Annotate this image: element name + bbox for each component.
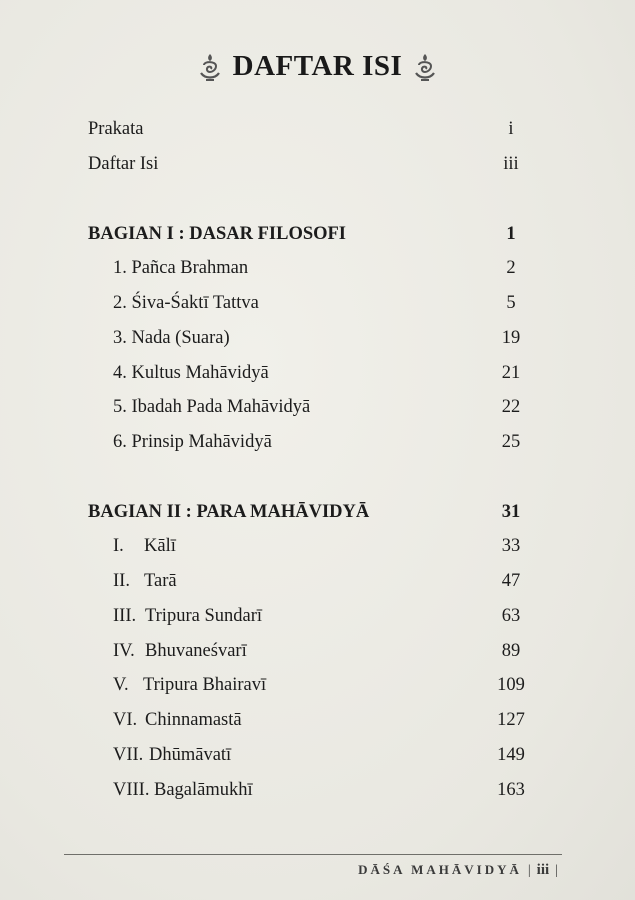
title-row — [0, 50, 635, 83]
toc-entry-page: 163 — [497, 780, 525, 800]
toc-entry-label: Bhuvaneśvarī — [145, 641, 247, 661]
footer-separator: | — [555, 863, 558, 878]
toc-entry[interactable] — [0, 293, 635, 321]
toc-entry[interactable] — [0, 780, 635, 808]
toc-entry[interactable] — [0, 710, 635, 738]
toc-entry-page: 5 — [506, 293, 516, 313]
toc-entry-numeral: III. — [113, 606, 137, 626]
footer-divider — [64, 854, 562, 855]
conch-ornament-icon — [412, 51, 438, 83]
page-footer — [358, 862, 564, 879]
toc-section-part-1[interactable] — [0, 224, 635, 252]
toc-entry-page: 149 — [497, 745, 525, 765]
toc-entry[interactable] — [0, 397, 635, 425]
toc-entry[interactable] — [0, 536, 635, 564]
toc-entry-label: 5. Ibadah Pada Mahāvidyā — [113, 397, 311, 417]
toc-entry-page: 63 — [501, 606, 521, 626]
toc-entry-page: iii — [503, 154, 519, 174]
toc-entry-numeral: V. — [113, 675, 129, 695]
toc-entry-page: 127 — [497, 710, 525, 730]
conch-ornament-icon — [197, 51, 223, 83]
section-heading: BAGIAN II : PARA MAHĀVIDYĀ — [88, 502, 370, 522]
toc-entry-label: Tarā — [144, 571, 177, 591]
toc-entry[interactable] — [0, 641, 635, 669]
toc-entry-numeral: VI. — [113, 710, 138, 730]
toc-entry[interactable] — [0, 745, 635, 773]
toc-entry-label: 3. Nada (Suara) — [113, 328, 230, 348]
toc-entry[interactable] — [0, 606, 635, 634]
toc-entry-page: 31 — [501, 502, 521, 522]
toc-entry-label: 1. Pañca Brahman — [113, 258, 249, 278]
toc-entry-label: Bagalāmukhī — [154, 780, 253, 800]
toc-entry-label: 4. Kultus Mahāvidyā — [113, 363, 269, 383]
toc-entry-page: 2 — [506, 258, 516, 278]
toc-entry-label: 6. Prinsip Mahāvidyā — [113, 432, 272, 452]
toc-entry-page: 21 — [501, 363, 521, 383]
toc-entry[interactable] — [0, 328, 635, 356]
toc-entry-label: Daftar Isi — [88, 154, 159, 174]
toc-entry-page: 25 — [501, 432, 521, 452]
page-title: DAFTAR ISI — [232, 50, 403, 82]
toc-entry-prakata[interactable] — [0, 119, 635, 147]
toc-entry-numeral: I. — [113, 536, 124, 556]
toc-entry-numeral: VII. — [113, 745, 144, 765]
toc-entry[interactable] — [0, 432, 635, 460]
toc-entry-page: 22 — [501, 397, 521, 417]
footer-separator: | — [527, 863, 531, 878]
toc-entry-label: Kālī — [144, 536, 176, 556]
footer-page-number: iii — [536, 862, 550, 878]
toc-entry-page: 33 — [501, 536, 521, 556]
toc-entry[interactable] — [0, 363, 635, 391]
toc-entry-page: 89 — [501, 641, 521, 661]
toc-entry-numeral: IV. — [113, 641, 135, 661]
toc-entry-page: 47 — [501, 571, 521, 591]
toc-entry-page: 1 — [506, 224, 516, 244]
toc-entry-page: 19 — [501, 328, 521, 348]
footer-book-title: DĀŚA MAHĀVIDYĀ — [358, 862, 522, 877]
toc-section-part-2[interactable] — [0, 502, 635, 530]
toc-entry[interactable] — [0, 571, 635, 599]
toc-entry-daftar-isi[interactable] — [0, 154, 635, 182]
toc-entry-label: Tripura Bhairavī — [143, 675, 267, 695]
toc-entry-numeral: VIII. — [113, 780, 150, 800]
toc-entry-label: Chinnamastā — [145, 710, 242, 730]
toc-entry-label: Dhūmāvatī — [149, 745, 232, 765]
toc-entry[interactable] — [0, 675, 635, 703]
toc-entry-label: Prakata — [88, 119, 144, 139]
toc-entry-label: Tripura Sundarī — [145, 606, 262, 626]
toc-entry-label: 2. Śiva-Śaktī Tattva — [113, 293, 259, 313]
toc-entry-page: 109 — [497, 675, 525, 695]
toc-entry-page: i — [508, 119, 514, 139]
toc-entry[interactable] — [0, 258, 635, 286]
toc-entry-numeral: II. — [113, 571, 130, 591]
section-heading: BAGIAN I : DASAR FILOSOFI — [88, 224, 347, 244]
